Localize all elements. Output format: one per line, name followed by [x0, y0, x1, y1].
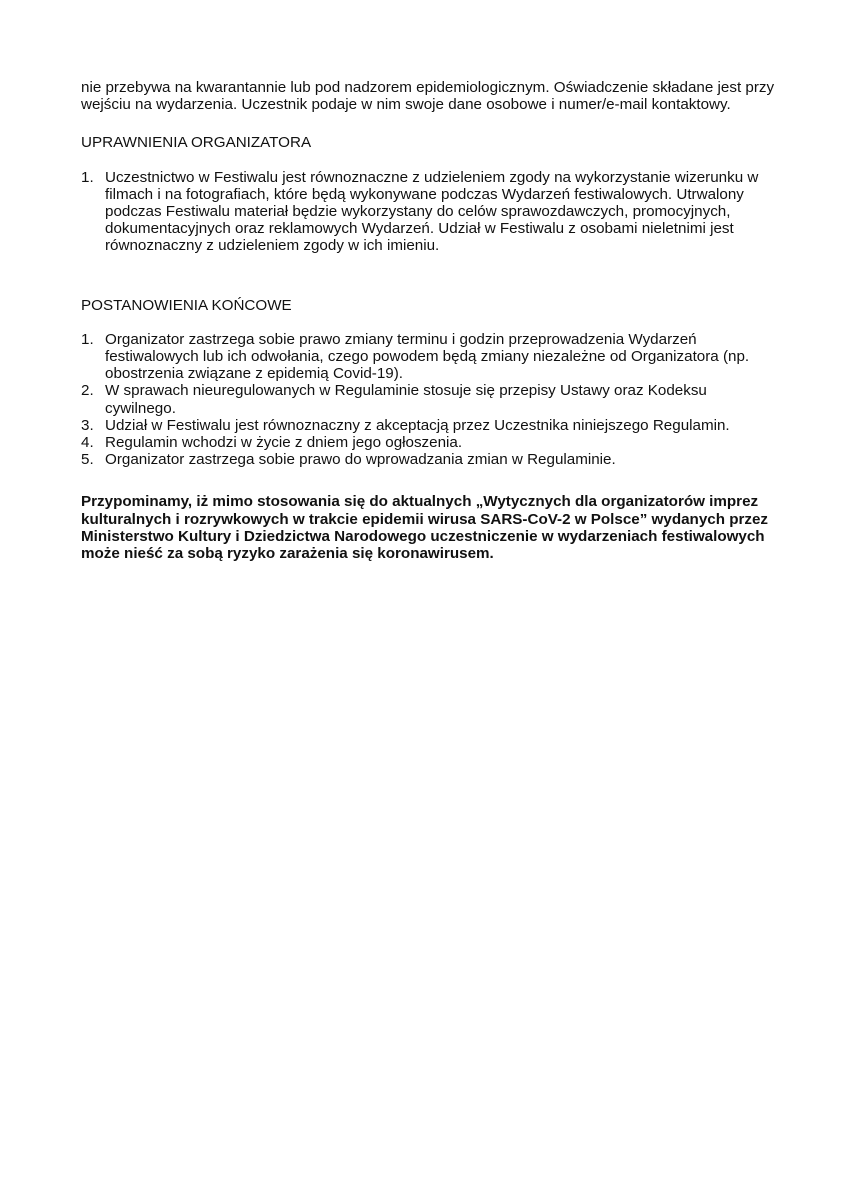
section-heading-postanowienia: POSTANOWIENIA KOŃCOWE [81, 296, 292, 314]
list-item [81, 417, 781, 434]
document-page [81, 79, 781, 562]
list-uprawnienia [81, 169, 781, 255]
list-item [81, 382, 781, 416]
list-item [81, 434, 781, 451]
list-item-text: Organizator zastrzega sobie prawo do wprowadzania zmian w Regulaminie. [105, 451, 616, 469]
list-item-number: 2. [81, 382, 94, 400]
list-item [81, 331, 781, 383]
intro-paragraph: nie przebywa na kwarantannie lub pod nadzorem epidemiologicznym. Oświadczenie składane jest przy wejściu na wydarzenia. Uczestnik podaje w nim swoje dane osobowe i numer/e-mail kontaktowy. [81, 79, 775, 114]
list-item-number: 5. [81, 451, 94, 469]
list-item-number: 1. [81, 330, 94, 348]
section-heading-uprawnienia: UPRAWNIENIA ORGANIZATORA [81, 134, 312, 152]
list-item [81, 169, 781, 255]
list-item-text: Udział w Festiwalu jest równoznaczny z akceptacją przez Uczestnika niniejszego Regulamin. [105, 416, 730, 434]
list-item-number: 1. [81, 168, 94, 186]
list-item-number: 4. [81, 434, 94, 452]
list-item-text: Organizator zastrzega sobie prawo zmiany terminu i godzin przeprowadzenia Wydarzeń festiwalowych lub ich odwołania, czego powodem będą zmiany niezależne od Organizatora (np. obostrzenia związane z epidemią Covid-19). [105, 330, 750, 383]
epidemic-notice: Przypominamy, iż mimo stosowania się do aktualnych „Wytycznych dla organizatorów imprez kulturalnych i rozrywkowych w trakcie epidemii wirusa SARS-CoV-2 w Polsce” wydanych przez Ministerstwo Kultury i Dziedzictwa Narodowego uczestniczenie w wydarzeniach festiwalowych może nieść za sobą ryzyko zarażenia się koronawirusem. [81, 493, 769, 563]
list-item-text: W sprawach nieuregulowanych w Regulaminie stosuje się przepisy Ustawy oraz Kodeksu cywilnego. [105, 382, 707, 417]
list-postanowienia [81, 331, 781, 469]
list-item-text: Regulamin wchodzi w życie z dniem jego ogłoszenia. [105, 434, 463, 452]
list-item [81, 451, 781, 468]
list-item-text: Uczestnictwo w Festiwalu jest równoznaczne z udzieleniem zgody na wykorzystanie wizerunku w filmach i na fotografiach, które będą wykonywane podczas Wydarzeń festiwalowych. Utrwalony podczas Festiwalu materiał będzie wykorzystany do celów sprawozdawczych, promocyjnych, dokumentacyjnych oraz reklamowych Wydarzeń. Udział w Festiwalu z osobami nieletnimi jest równoznaczny z udzieleniem zgody w ich imieniu. [105, 168, 759, 255]
list-item-number: 3. [81, 416, 94, 434]
